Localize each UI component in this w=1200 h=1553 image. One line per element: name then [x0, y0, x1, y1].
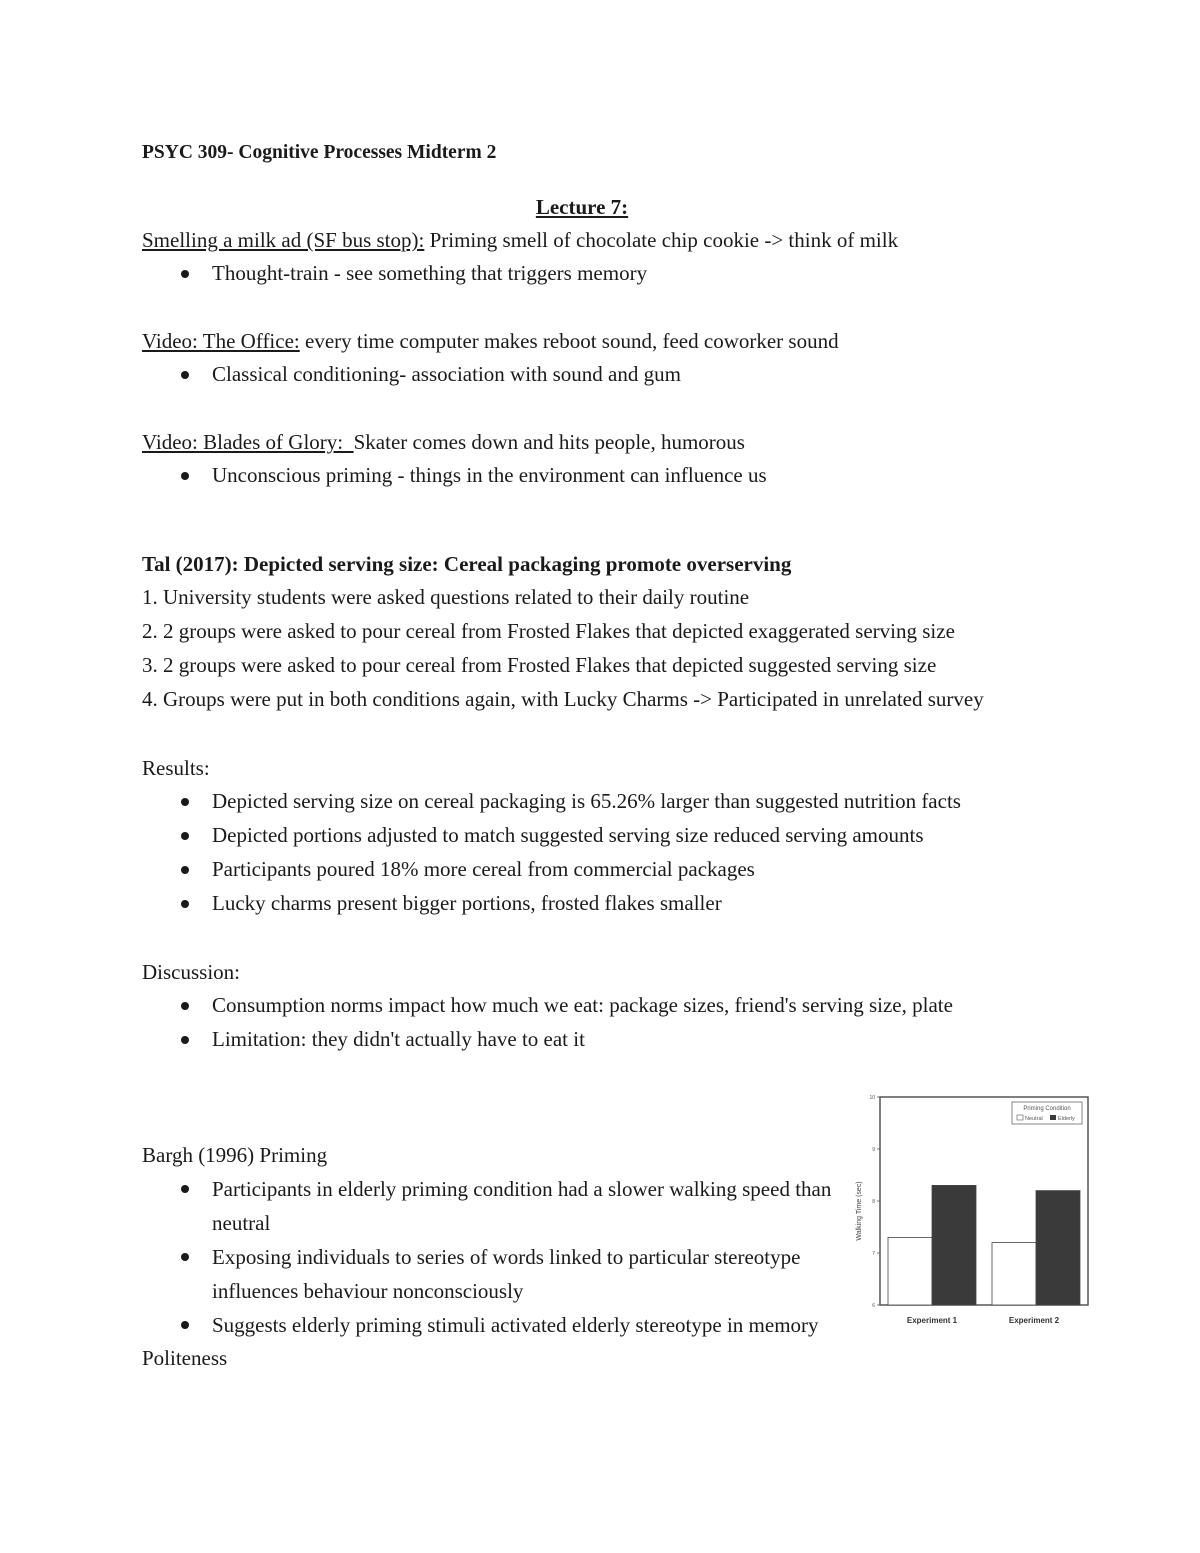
discussion-bullets [142, 989, 1102, 1057]
y-tick-label: 6 [872, 1303, 875, 1309]
tal-title: Tal (2017): Depicted serving size: Cereal packaging promote overserving [142, 552, 792, 576]
x-tick-label: Experiment 2 [1008, 1316, 1060, 1325]
list-item: Participants in elderly priming condition had a slower walking speed than neutral [142, 1172, 832, 1240]
list-item: Suggests elderly priming stimuli activated elderly stereotype in memory [142, 1308, 832, 1342]
y-axis-label: Walking Time (sec) [856, 1181, 863, 1241]
bar-elderly-1 [932, 1185, 976, 1305]
list-item: Participants poured 18% more cereal from commercial packages [142, 853, 1102, 887]
office-bullets [142, 358, 1102, 391]
y-tick-label: 9 [872, 1147, 875, 1153]
legend [1012, 1102, 1082, 1124]
y-tick-label: 8 [872, 1199, 875, 1205]
office-line [142, 325, 1102, 358]
list-item: Unconscious priming - things in the environment can influence us [142, 459, 1102, 492]
list-item: Lucky charms present bigger portions, frosted flakes smaller [142, 887, 1102, 921]
discussion-label: Discussion: [142, 960, 241, 984]
y-tick-label: 7 [872, 1251, 875, 1257]
legend-swatch-neutral [1017, 1115, 1023, 1120]
tal-step-4: 4. Groups were put in both conditions again, with Lucky Charms -> Participated in unrelated survey [142, 687, 984, 711]
bargh-bullets [142, 1172, 832, 1342]
milk-bullets [142, 257, 1102, 290]
list-item: Consumption norms impact how much we eat: package sizes, friend's serving size, plate [142, 989, 1102, 1023]
milk-text: Priming smell of chocolate chip cookie -> think of milk [424, 228, 899, 252]
legend-title: Priming Condition [1023, 1106, 1071, 1112]
lecture-title: Lecture 7: [535, 195, 629, 219]
bargh-section [142, 1095, 1102, 1375]
bar-neutral-2 [992, 1243, 1036, 1305]
document-page [142, 136, 1102, 1375]
list-item: Depicted serving size on cereal packaging is 65.26% larger than suggested nutrition facts [142, 785, 1102, 819]
list-item: Thought-train - see something that triggers memory [142, 257, 1102, 290]
office-label: Video: The Office: [142, 329, 300, 353]
legend-label-neutral: Neutral [1025, 1116, 1043, 1122]
results-label: Results: [142, 756, 210, 780]
legend-swatch-elderly [1050, 1115, 1056, 1120]
tal-step-3: 3. 2 groups were asked to pour cereal from Frosted Flakes that depicted suggested serving size [142, 653, 937, 677]
list-item: Classical conditioning- association with sound and gum [142, 358, 1102, 391]
milk-label: Smelling a milk ad (SF bus stop): [142, 228, 425, 252]
list-item: Depicted portions adjusted to match suggested serving size reduced serving amounts [142, 819, 1102, 853]
chart-svg [852, 1091, 1102, 1341]
blades-line [142, 426, 1102, 459]
list-item: Exposing individuals to series of words linked to particular stereotype influences behaviour nonconsciously [142, 1240, 832, 1308]
blades-text: Skater comes down and hits people, humorous [353, 430, 745, 454]
bar-neutral-1 [888, 1237, 932, 1305]
doc-title: PSYC 309- Cognitive Processes Midterm 2 [142, 142, 497, 163]
politeness-heading: Politeness [142, 1346, 228, 1370]
x-tick-label: Experiment 1 [906, 1316, 958, 1325]
blades-label: Video: Blades of Glory: [142, 430, 354, 454]
milk-line [142, 224, 1102, 257]
results-bullets [142, 785, 1102, 921]
tal-step-1: 1. University students were asked questions related to their daily routine [142, 585, 750, 609]
walking-time-chart [852, 1091, 1102, 1341]
bar-elderly-2 [1036, 1191, 1080, 1305]
tal-step-2: 2. 2 groups were asked to pour cereal from Frosted Flakes that depicted exaggerated serving size [142, 619, 955, 643]
legend-label-elderly: Elderly [1058, 1116, 1075, 1122]
y-tick-label: 10 [869, 1095, 875, 1101]
office-text: every time computer makes reboot sound, feed coworker sound [299, 329, 839, 353]
blades-bullets [142, 459, 1102, 492]
list-item: Limitation: they didn't actually have to eat it [142, 1023, 1102, 1057]
bargh-title: Bargh (1996) Priming [142, 1143, 328, 1167]
